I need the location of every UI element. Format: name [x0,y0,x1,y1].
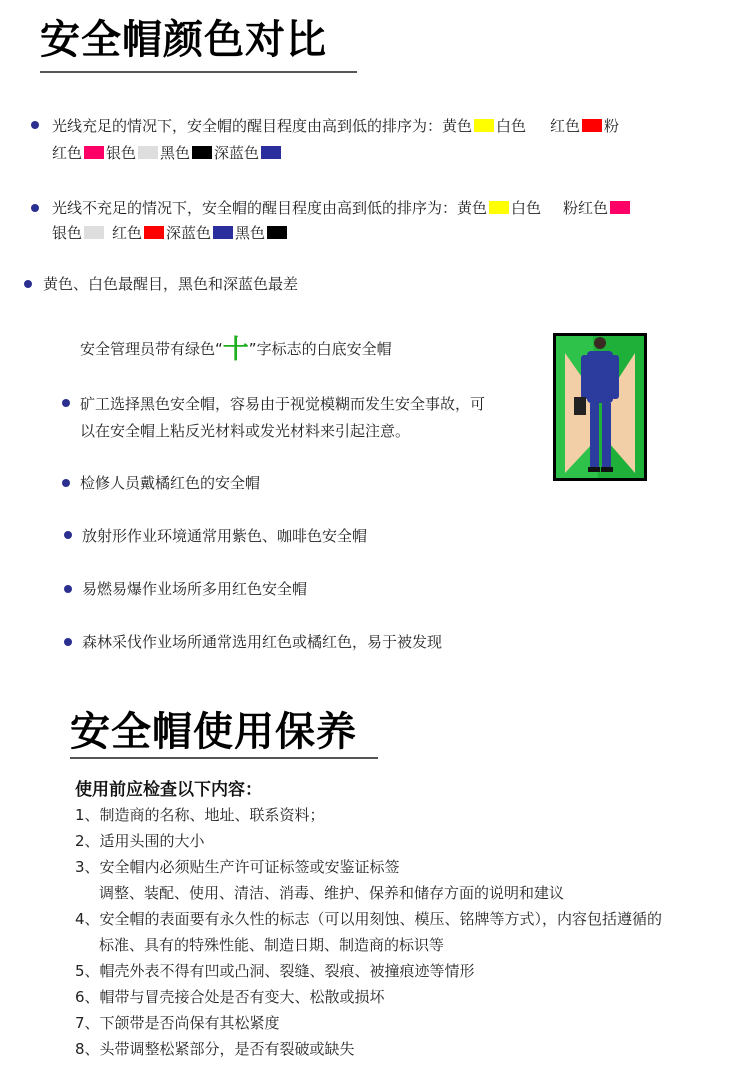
title-underline [40,71,357,73]
black-swatch [267,226,287,239]
checklist-item: 5、帽壳外表不得有凹或凸洞、裂缝、裂痕、被撞痕迹等情形 [75,962,475,980]
pink-swatch [610,201,630,214]
bullet-dot [24,280,32,288]
silver-swatch [84,226,104,239]
miner-text-line2: 以在安全帽上粘反光材料或发光材料来引起注意。 [80,422,411,440]
admin-helmet-text: 安全管理员带有绿色“十”字标志的白底安全帽 [80,335,392,365]
bullet-dot [62,399,70,407]
yellow-swatch [489,201,509,214]
summary-text: 黄色、白色最醒目，黑色和深蓝色最差 [43,275,299,293]
dim-ranking-line2: 银色 红色 深蓝色 黑色 [52,220,289,246]
pink-swatch [84,146,104,159]
bullet-dot [31,121,39,129]
checklist-item: 3、安全帽内必须贴生产许可证标签或安鉴证标签 [75,858,400,876]
checklist-item-continuation: 调整、装配、使用、清洁、消毒、维护、保养和储存方面的说明和建议 [99,884,565,902]
checklist-item: 1、制造商的名称、地址、联系资料； [75,806,325,824]
bullet-dot [31,204,39,212]
checklist-item: 7、下颌带是否尚保有其松紧度 [75,1014,280,1032]
page-title-color-comparison: 安全帽颜色对比 [40,16,327,63]
red-swatch [144,226,164,239]
bullet-dot [62,479,70,487]
bullet-item: 易燃易爆作业场所多用红色安全帽 [82,580,308,598]
bullet-item: 检修人员戴橘红色的安全帽 [80,474,261,492]
red-swatch [582,119,602,132]
bullet-dot [64,531,72,539]
black-swatch [192,146,212,159]
navy-swatch [261,146,281,159]
navy-swatch [213,226,233,239]
bullet-item: 放射形作业环境通常用紫色、咖啡色安全帽 [82,527,368,545]
bright-ranking-line1: 光线充足的情况下，安全帽的醒目程度由高到低的排序为：黄色 白色 红色 粉 [52,117,620,135]
bullet-item: 森林采伐作业场所通常选用红色或橘红色，易于被发现 [82,633,443,651]
bright-ranking-line2: 红色 银色 黑色 深蓝色 [52,140,283,166]
miner-text-line1: 矿工选择黑色安全帽，容易由于视觉模糊而发生安全事故，可 [80,395,486,413]
checklist-item: 6、帽带与冒壳接合处是否有变大、松散或损坏 [75,988,385,1006]
bullet-dot [64,585,72,593]
silver-swatch [138,146,158,159]
checklist-item: 8、头带调整松紧部分，是否有裂破或缺失 [75,1040,355,1058]
green-cross-icon: 十 [222,335,249,365]
page-title-usage-maintenance: 安全帽使用保养 [70,708,357,755]
checklist-item-continuation: 标准、具有的特殊性能、制造日期、制造商的标识等 [99,936,445,954]
checklist-item: 2、适用头围的大小 [75,832,205,850]
title-underline [70,757,378,759]
checklist-item: 4、安全帽的表面要有永久性的标志（可以用刻蚀、模压、铭牌等方式），内容包括遵循的 [75,910,663,928]
bullet-dot [64,638,72,646]
yellow-swatch [474,119,494,132]
dim-ranking-line1: 光线不充足的情况下，安全帽的醒目程度由高到低的排序为：黄色 白色 粉红色 [52,195,632,221]
worker-illustration [553,333,647,481]
checklist-heading: 使用前应检查以下内容： [75,780,262,800]
